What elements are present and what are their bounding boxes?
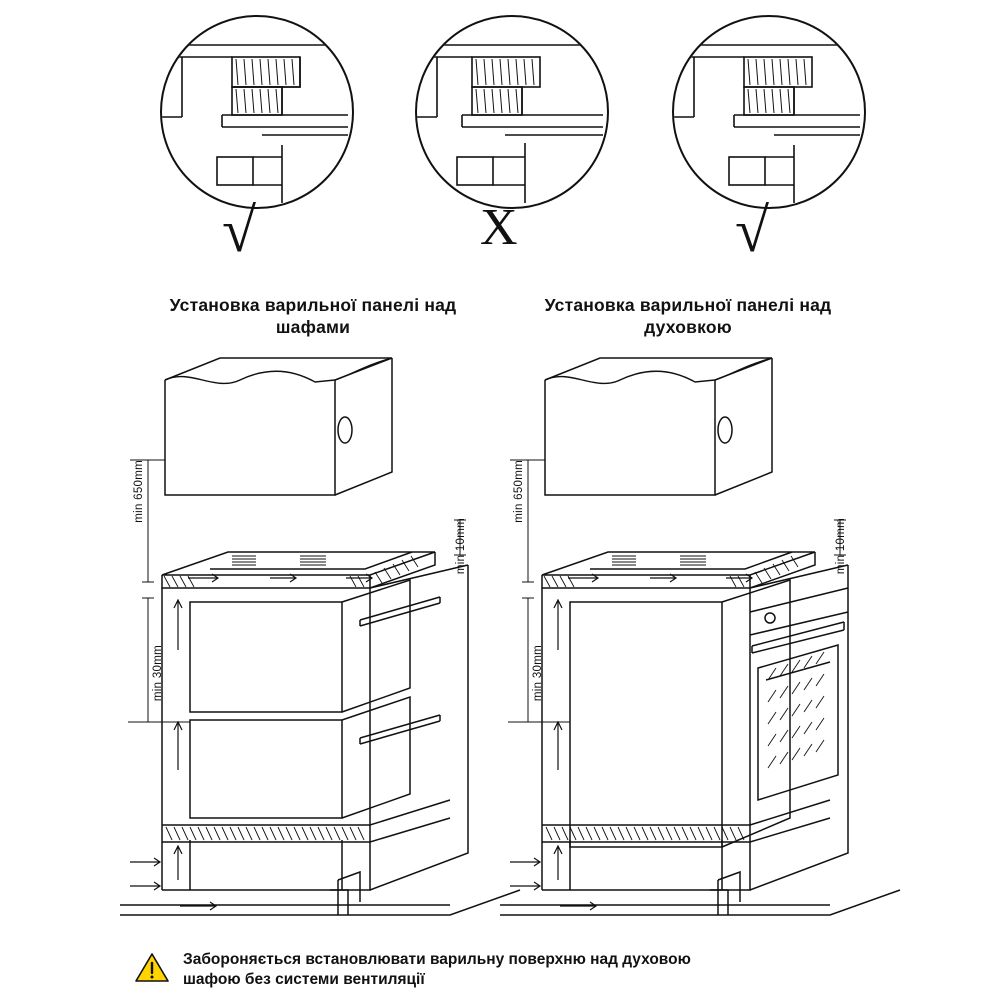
dimension-min-10mm-right: min 10mm	[835, 518, 847, 575]
detail-circle-incorrect-center	[415, 15, 609, 209]
diagram-over-oven	[500, 350, 980, 930]
check-mark-left-icon: √	[222, 197, 257, 265]
main-diagrams	[0, 350, 1000, 930]
warning-note	[135, 950, 895, 990]
warning-text-line1: Забороняється встановлювати варильну поверхню над духовою	[183, 951, 691, 968]
dimension-min-30mm-right: min 30mm	[532, 645, 544, 702]
warning-triangle-icon	[135, 952, 169, 983]
cross-mark-center-icon: Х	[480, 199, 518, 256]
heading-install-over-oven: Установка варильної панелі над духовкою	[544, 295, 832, 337]
check-mark-right-icon: √	[735, 197, 770, 265]
dimension-min-650mm-left: min 650mm	[133, 460, 145, 523]
detail-circle-correct-right	[672, 15, 866, 209]
detail-circles-row	[0, 10, 1000, 210]
dimension-min-10mm-left: min 10mm	[455, 518, 467, 575]
dimension-min-650mm-right: min 650mm	[513, 460, 525, 523]
detail-circle-correct-left	[160, 15, 354, 209]
dimension-min-30mm-left: min 30mm	[152, 645, 164, 702]
heading-install-over-cabinets: Установка варильної панелі над шафами	[169, 295, 457, 337]
warning-text-line2: шафою без системи вентиляції	[183, 971, 425, 989]
warning-text	[183, 950, 691, 990]
